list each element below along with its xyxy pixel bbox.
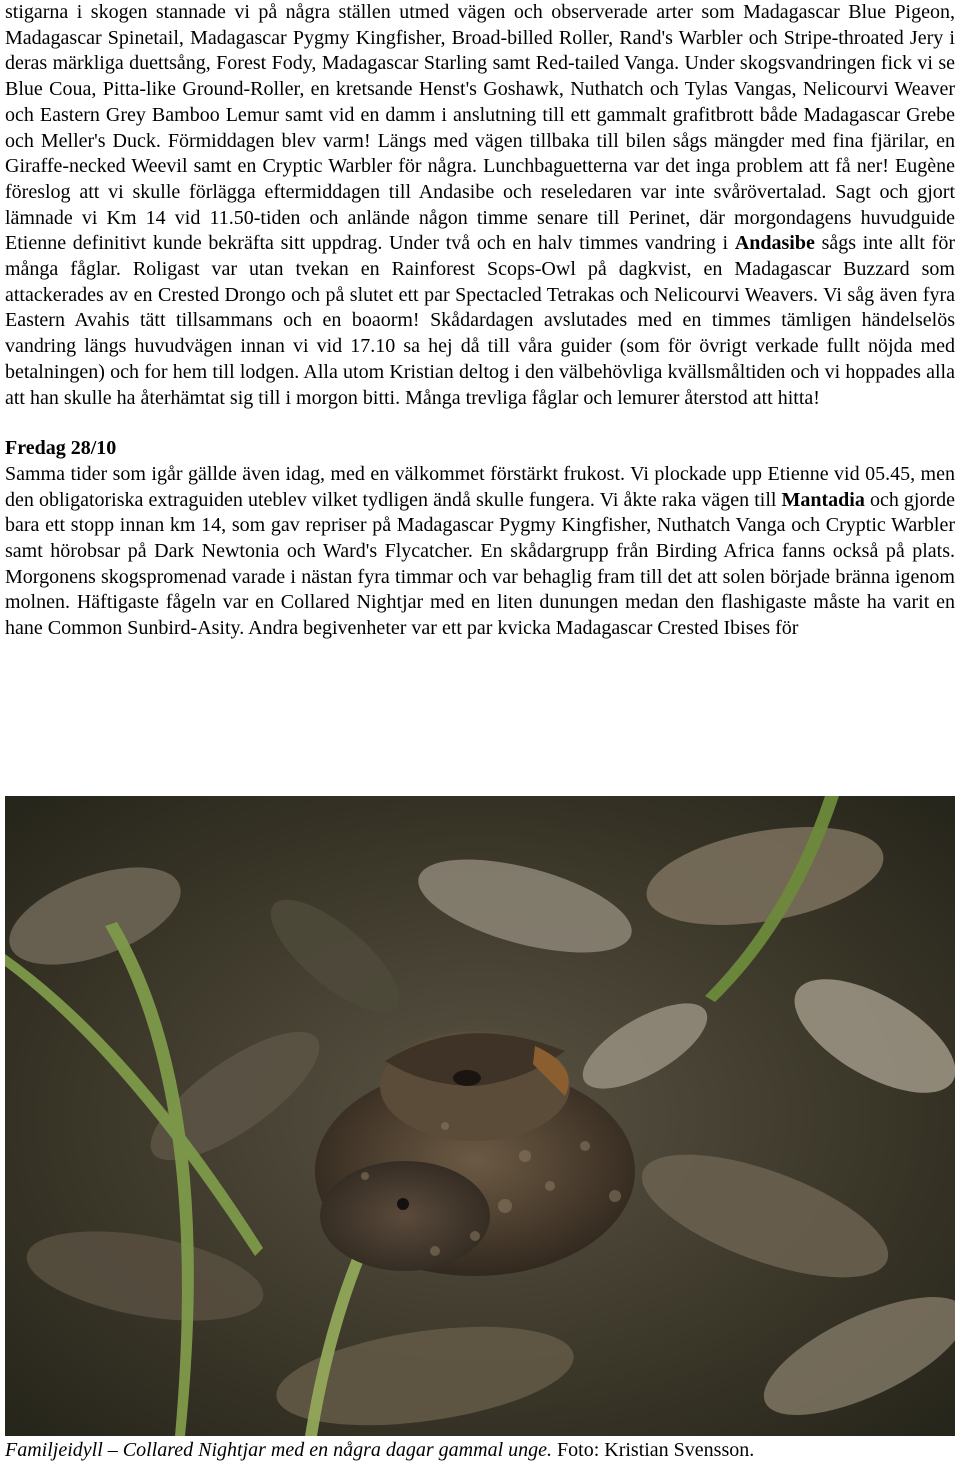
- paragraph-1: [5, 0, 955, 411]
- photo-credit: Foto: Kristian Svensson.: [552, 1439, 755, 1461]
- paragraph-2: [5, 462, 955, 642]
- place-andasibe: Andasibe: [734, 232, 815, 255]
- paragraph-2-text-b: och gjorde bara ett stopp innan km 14, som gav repriser på Madagascar Pygmy Kingfisher, Nuthatch Vanga och Cryptic Warbler samt hörobsar på Dark Newtonia och Ward's Flycatcher. En skådargrupp från Birding Africa fanns också på plats. Morgonens skogspromenad varade i nästan fyra timmar och var behaglig fram till det att solen började bränna igenom molnen. Häftigaste fågeln var en Collared Nightjar med en liten dunungen medan den flashigaste måste ha varit en hane Common Sunbird-Asity. Andra begivenheter var ett par kvicka Madagascar Crested Ibises för: [5, 488, 955, 640]
- nightjar-photo: [5, 796, 955, 1436]
- photo-caption: [5, 1438, 754, 1462]
- section-heading: Fredag 28/10: [5, 437, 117, 460]
- paragraph-1-text-b: sågs inte allt för många fåglar. Roligast var utan tvekan en Rainforest Scops-Owl på dagkvist, en Madagascar Buzzard som attackerades av en Crested Drongo och på slutet ett par Spectacled Tetrakas och Nelicourvi Weavers. Vi såg även fyra Eastern Avahis tätt tillsammans och en boaorm! Skådardagen avslutades med en timmes tämligen händelselös vandring längs huvudvägen innan vi vid 17.10 sa hej då till våra guider (som för övrigt verkade fullt nöjda med betalningen) och for hem till lodgen. Alla utom Kristian deltog i den välbehövliga kvällsmåltiden och vi hoppades alla att han skulle ha återhämtat sig till i morgon bitti. Många trevliga fåglar och lemurer återstod att hitta!: [5, 232, 955, 409]
- caption-text: Familjeidyll – Collared Nightjar med en några dagar gammal unge.: [5, 1439, 553, 1461]
- forest-floor-image: [5, 796, 955, 1436]
- place-mantadia: Mantadia: [781, 488, 865, 511]
- paragraph-2-text-a: Samma tider som igår gällde även idag, med en välkommet förstärkt frukost. Vi plockade upp Etienne vid 05.45, men den obligatoriska extraguiden uteblev vilket tydligen ändå skulle fungera. Vi åkte raka vägen till: [5, 462, 955, 511]
- paragraph-1-text-a: stigarna i skogen stannade vi på några ställen utmed vägen och observerade arter som Madagascar Blue Pigeon, Madagascar Spinetail, Madagascar Pygmy Kingfisher, Broad-billed Roller, Rand's Warbler och Stripe-throated Jery i deras märkliga duettsång, Forest Fody, Madagascar Starling samt Red-tailed Vanga. Under skogsvandringen fick vi se Blue Coua, Pitta-like Ground-Roller, en kretsande Henst's Goshawk, Nuthatch och Tylas Vangas, Nelicourvi Weaver och Eastern Grey Bamboo Lemur samt vid en damm i anslutning till ett gammalt grafitbrott både Madagascar Grebe och Meller's Duck. Förmiddagen blev varm! Längs med vägen tillbaka till bilen sågs mängder med fina fjärilar, en Giraffe-necked Weevil samt en Cryptic Warbler för några. Lunchbaguetterna var det inga problem att få ner! Eugène föreslog att vi skulle förlägga eftermiddagen till Andasibe och reseledaren var inte svårövertalad. Sagt och gjort lämnade vi Km 14 vid 11.50-tiden och anlände någon timme senare till Perinet, där morgondagens huvudguide Etienne definitivt kunde bekräfta sitt uppdrag. Under två och en halv timmes vandring i: [5, 1, 955, 255]
- document-body: [5, 0, 955, 642]
